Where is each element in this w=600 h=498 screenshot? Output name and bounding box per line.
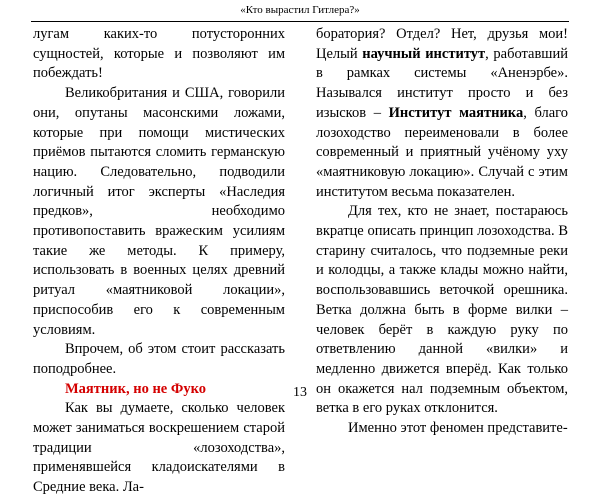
- paragraph: лугам каких-то потусторонних сущностей, которые и позволяют им побеждать!: [33, 26, 285, 82]
- running-header: «Кто вырастил Гитлера?»: [240, 4, 360, 16]
- paragraph: Впрочем, об этом стоит рассказать поподробнее.: [33, 341, 285, 377]
- bold-term: научный институт: [362, 45, 486, 62]
- section-subheading: Маятник, но не Фуко: [65, 380, 206, 397]
- paragraph: Как вы думаете, сколько человек может заниматься воскрешением старой традиции «лозоходства», применявшейся кладоискателями в Средние века. Ла-: [33, 400, 285, 496]
- text-run: , работавший в рамках системы «Аненэрбе». Назывался институт просто и без изысков –: [316, 45, 568, 121]
- text-run: , благо лозоходство переименовали в более современный и приятный учёному уху «маятниковую локацию». Случай с этим институтом весьма показателен.: [316, 104, 568, 200]
- header-rule: [31, 21, 569, 22]
- paragraph: Именно этот феномен представите-: [348, 420, 568, 437]
- right-column: [316, 25, 568, 439]
- paragraph: [316, 25, 568, 202]
- text-run: боратория? Отдел? Нет, друзья мои! Целый: [316, 26, 568, 62]
- paragraph: Великобритания и США, говорили они, опутаны масонскими ложами, которые при помощи мистических приёмов пытаются сломить германскую нацию. Следовательно, подводили логичный итог эксперты «Наследия предков», необходимо противопоставить вражеским усилиям такие же методы. К примеру, использовать в военных целях древний ритуал «маятниковой локации», приспособив его к современным условиям.: [33, 85, 285, 338]
- bold-term: Институт маятника: [388, 104, 524, 121]
- page-number: 13: [293, 385, 307, 400]
- paragraph: Для тех, кто не знает, постараюсь вкратце описать принцип лозоходства. В старину считалось, что подземные реки и колодцы, а также клады можно найти, воспользовавшись веточкой орешника. Ветка должна быть в форме вилки – человек берёт в каждую руку по ответвлению данной «вилки» и медленно движется вперёд. Как только он окажется нал подземным объектом, ветка в его руках отклонится.: [316, 203, 568, 417]
- left-column: [33, 25, 285, 498]
